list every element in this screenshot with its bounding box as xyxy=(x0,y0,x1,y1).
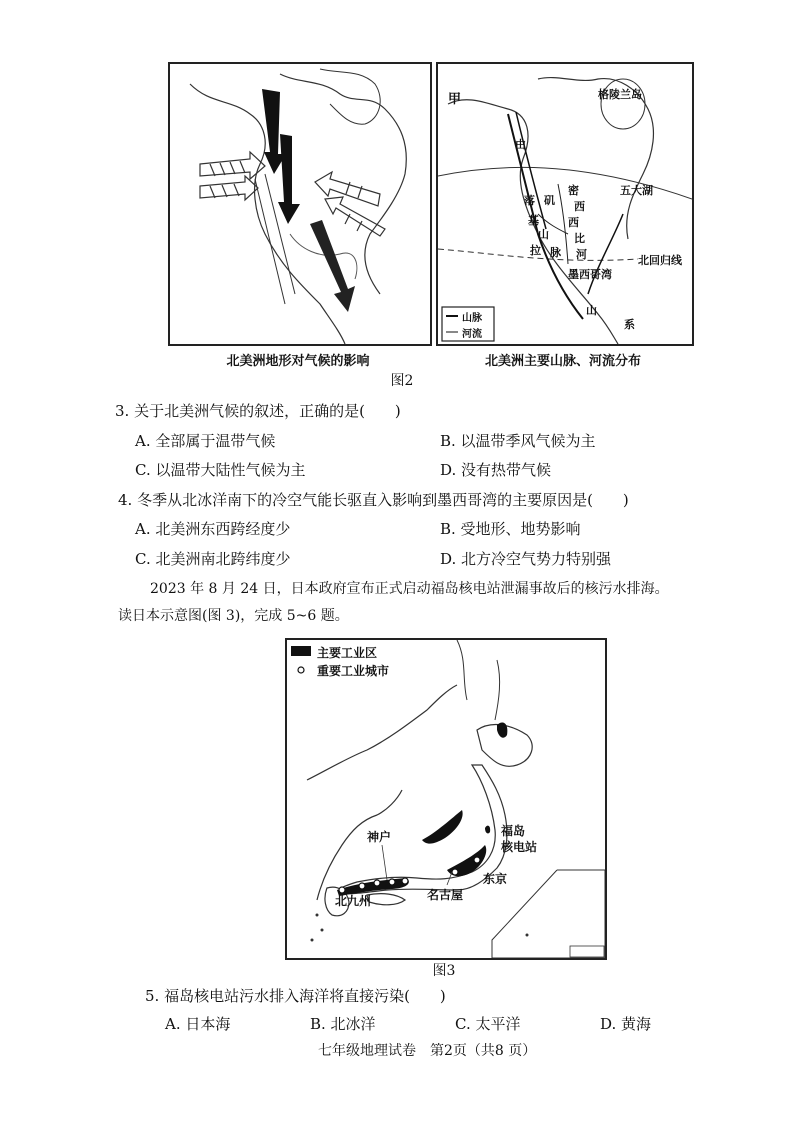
q3-option-d: D. 没有热带气候 xyxy=(440,461,552,479)
map-north-america-rivers xyxy=(436,62,694,346)
label-you: 由 xyxy=(515,138,526,151)
map-japan xyxy=(285,638,607,960)
label-la: 拉 xyxy=(530,244,541,257)
warm-air-arrows xyxy=(200,152,385,236)
legend-river: 河流 xyxy=(462,329,482,340)
label-kobe: 神户 xyxy=(367,830,392,844)
q5-option-c: C. 太平洋 xyxy=(455,1015,521,1033)
legend-mountain: 山脉 xyxy=(462,313,482,324)
label-luo2: 矶 xyxy=(544,194,555,207)
label-mi5: 河 xyxy=(576,248,587,261)
intro-line-1: 2023 年 8 月 24 日，日本政府宣布正式启动福岛核电站泄漏事故后的核污水排海。 xyxy=(150,581,669,597)
q5-option-b: B. 北冰洋 xyxy=(310,1015,376,1033)
legend-industrial-city: 重要工业城市 xyxy=(317,664,390,678)
map-climate-svg xyxy=(170,64,430,344)
q4-option-d: D. 北方冷空气势力特别强 xyxy=(440,550,612,568)
q4-option-b: B. 受地形、地势影响 xyxy=(440,520,581,538)
label-luo1: 落 xyxy=(524,194,535,207)
label-xi: 系 xyxy=(624,318,635,331)
label-fukushima-1: 福岛 xyxy=(501,824,526,838)
label-mi1: 密 xyxy=(568,184,579,197)
q4-option-c: C. 北美洲南北跨纬度少 xyxy=(135,550,291,568)
cold-air-arrow xyxy=(278,134,300,224)
label-mi2: 西 xyxy=(574,200,585,213)
figure2-label: 图2 xyxy=(390,373,414,389)
q3-stem: 3. 关于北美洲气候的叙述，正确的是( ) xyxy=(115,402,401,420)
latitude-line xyxy=(438,167,692,199)
label-tokyo: 东京 xyxy=(483,872,508,886)
q4-option-a: A. 北美洲东西跨经度少 xyxy=(135,520,291,538)
label-nagoya: 名古屋 xyxy=(427,888,464,902)
label-greenland: 格陵兰岛 xyxy=(598,88,642,101)
label-tropic: 北回归线 xyxy=(638,254,682,267)
caption-rivers-map: 北美洲主要山脉、河流分布 xyxy=(484,354,641,369)
q5-option-d: D. 黄海 xyxy=(600,1015,652,1033)
q4-stem: 4. 冬季从北冰洋南下的冷空气能长驱直入影响到墨西哥湾的主要原因是( ) xyxy=(118,491,629,509)
q3-option-a: A. 全部属于温带气候 xyxy=(135,432,276,450)
label-mai: 脉 xyxy=(550,246,561,259)
label-fukushima-2: 核电站 xyxy=(501,840,538,854)
page-footer: 七年级地理试卷 第2页（共8 页） xyxy=(318,1043,537,1059)
cold-air-arrow xyxy=(310,220,355,312)
label-wudahu: 五大湖 xyxy=(620,184,653,197)
q3-option-c: C. 以温带大陆性气候为主 xyxy=(135,461,306,479)
label-bei1: 基 xyxy=(528,214,539,227)
map-north-america-climate xyxy=(168,62,432,346)
legend-industrial-area: 主要工业区 xyxy=(317,646,378,660)
caption-climate-map: 北美洲地形对气候的影响 xyxy=(226,354,370,369)
label-bei2: 山 xyxy=(538,228,549,241)
label-mi4: 比 xyxy=(574,232,585,245)
label-shan: 山 xyxy=(586,304,597,317)
label-jia: 甲 xyxy=(448,92,462,107)
intro-line-2: 读日本示意图(图 3)，完成 5~6 题。 xyxy=(118,608,349,624)
q3-option-b: B. 以温带季风气候为主 xyxy=(440,432,596,450)
map-japan-svg xyxy=(287,640,605,958)
label-mi3: 西 xyxy=(568,216,579,229)
map-rivers-svg xyxy=(438,64,692,344)
q5-option-a: A. 日本海 xyxy=(165,1015,231,1033)
label-kitakyushu: 北九州 xyxy=(335,894,372,908)
q5-stem: 5. 福岛核电站污水排入海洋将直接污染( ) xyxy=(145,987,446,1005)
label-gulf: 墨西哥湾 xyxy=(568,268,612,281)
figure3-label: 图3 xyxy=(432,963,456,979)
